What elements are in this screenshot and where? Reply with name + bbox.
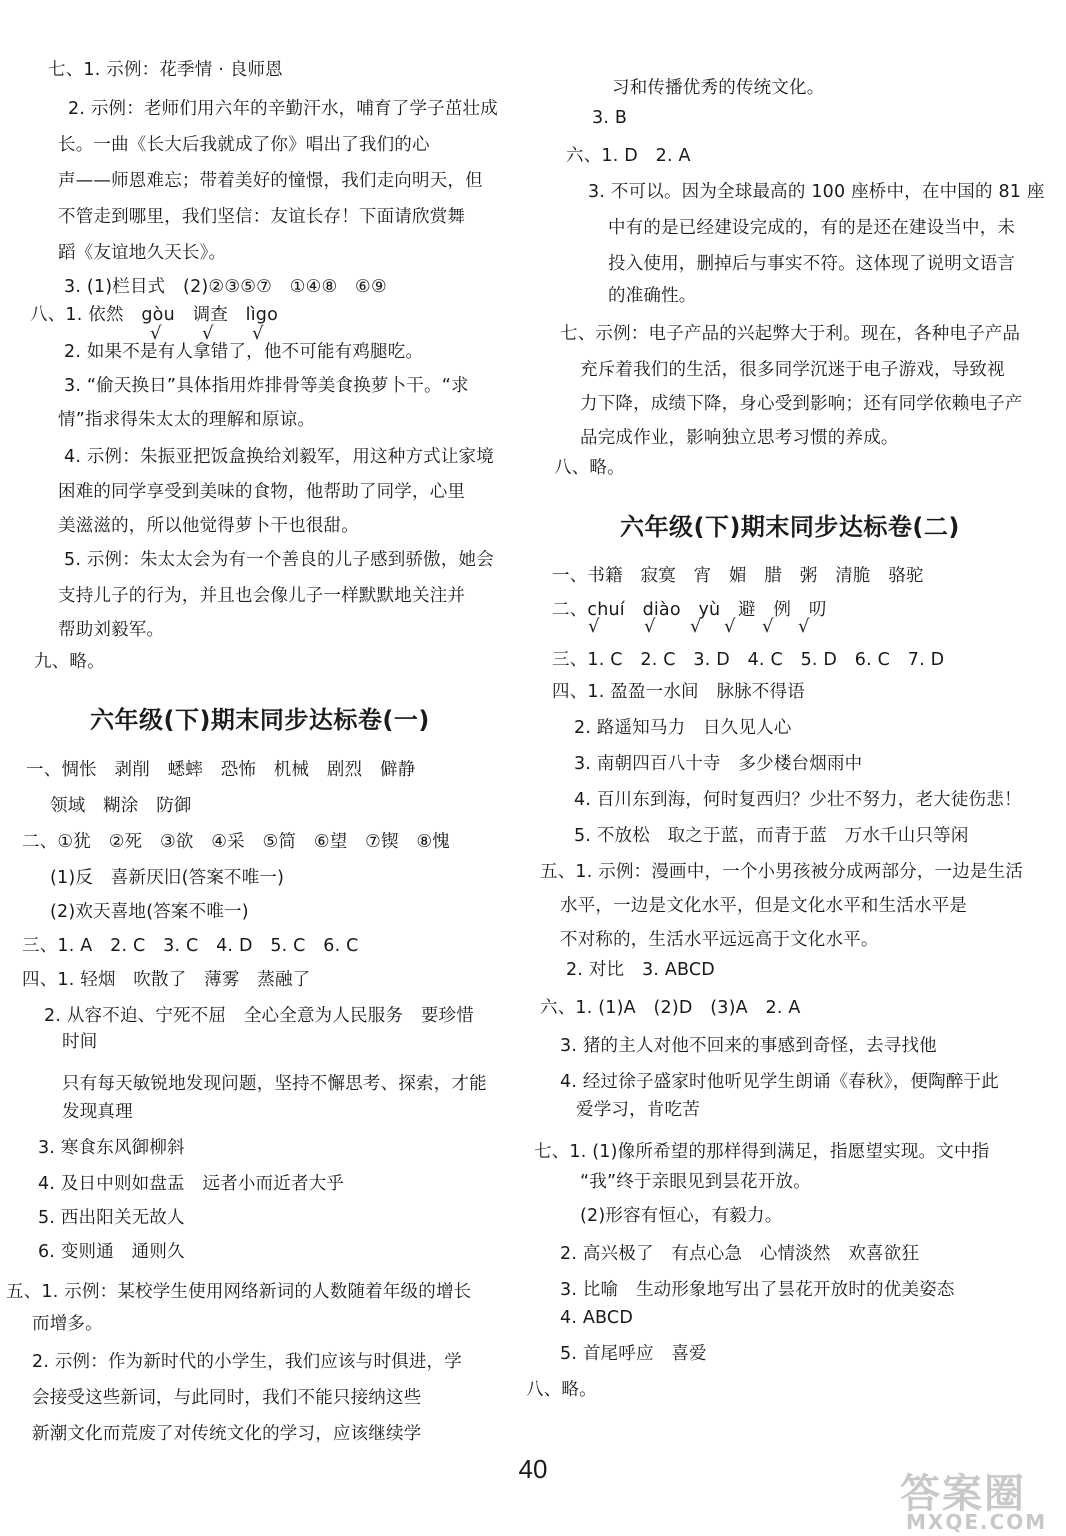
answer-line: 5. 首尾呼应 喜爱 xyxy=(560,1344,707,1364)
answer-line: 八、1. 依然 gòu 调查 lìgo xyxy=(30,305,279,325)
answer-line: 6. 变则通 通则久 xyxy=(38,1242,185,1262)
answer-line: 四、1. 轻烟 吹散了 薄雾 蒸融了 xyxy=(22,970,311,990)
answer-line: 八、略。 xyxy=(526,1380,597,1400)
answer-line: 3. (1)栏目式 (2)②③⑤⑦ ①④⑧ ⑥⑨ xyxy=(64,277,387,297)
answer-line: 4. 百川东到海，何时复西归？少壮不努力，老大徒伤悲！ xyxy=(574,790,1022,810)
answer-line: 一、惆怅 剥削 蟋蟀 恐怖 机械 剧烈 僻静 xyxy=(26,760,416,780)
answer-line: 习和传播优秀的传统文化。 xyxy=(612,78,825,98)
check-mark: √ xyxy=(150,323,162,344)
answer-line: 2. 高兴极了 有点心急 心情淡然 欢喜欲狂 xyxy=(560,1244,920,1264)
answer-line: 八、略。 xyxy=(554,458,625,478)
answer-line: 只有每天敏锐地发现问题，坚持不懈思考、探索，才能 xyxy=(62,1074,487,1094)
answer-line: 5. 示例：朱太太会为有一个善良的儿子感到骄傲，她会 xyxy=(64,550,494,570)
answer-line: 而增多。 xyxy=(32,1314,103,1334)
answer-line: 品完成作业，影响独立思考习惯的养成。 xyxy=(580,428,899,448)
answer-line: (2)欢天喜地(答案不唯一) xyxy=(50,902,249,922)
answer-line: 长。一曲《长大后我就成了你》唱出了我们的心 xyxy=(58,135,430,155)
answer-line: 发现真理 xyxy=(62,1102,133,1122)
answer-line: 七、示例：电子产品的兴起弊大于利。现在，各种电子产品 xyxy=(560,324,1021,344)
section-title: 六年级(下)期末同步达标卷(一) xyxy=(90,706,430,734)
watermark-url: MXQE.COM xyxy=(906,1510,1048,1534)
answer-line: 领域 糊涂 防御 xyxy=(50,796,192,816)
check-mark: √ xyxy=(252,323,264,344)
answer-line: 七、1. (1)像所希望的那样得到满足，指愿望实现。文中指 xyxy=(534,1142,990,1162)
answer-line: 中有的是已经建设完成的，有的是还在建设当中，未 xyxy=(608,218,1016,238)
answer-line: 3. 寒食东风御柳斜 xyxy=(38,1138,185,1158)
answer-line: 蹈《友谊地久天长》。 xyxy=(58,243,227,263)
answer-line: 3. 猪的主人对他不回来的事感到奇怪，去寻找他 xyxy=(560,1036,937,1056)
answer-line: 六、1. (1)A (2)D (3)A 2. A xyxy=(540,998,801,1018)
answer-line: 困难的同学享受到美味的食物，他帮助了同学，心里 xyxy=(58,482,466,502)
answer-line: 5. 不放松 取之于蓝，而青于蓝 万水千山只等闲 xyxy=(574,826,969,846)
answer-line: 3. B xyxy=(592,108,628,128)
answer-line: 2. 路遥知马力 日久见人心 xyxy=(574,718,792,738)
answer-line: 声——师恩难忘；带着美好的憧憬，我们走向明天，但 xyxy=(58,171,483,191)
answer-line: 2. 从容不迫、宁死不屈 全心全意为人民服务 要珍惜 xyxy=(44,1006,474,1026)
answer-line: 4. 经过徐子盛家时他听见学生朗诵《春秋》，便陶醉于此 xyxy=(560,1072,999,1092)
answer-line: 2. 如果不是有人拿错了，他不可能有鸡腿吃。 xyxy=(64,342,424,362)
section-title: 六年级(下)期末同步达标卷(二) xyxy=(620,513,960,541)
answer-line: 4. 及日中则如盘盂 远者小而近者大乎 xyxy=(38,1174,345,1194)
answer-line: 充斥着我们的生活，很多同学沉迷于电子游戏，导致视 xyxy=(580,360,1005,380)
watermark-text: 答案圈 xyxy=(900,1471,1026,1517)
answer-line: 五、1. 示例：漫画中，一个小男孩被分成两部分，一边是生活 xyxy=(540,862,1024,882)
answer-line: 时间 xyxy=(62,1032,98,1052)
check-mark: √ xyxy=(798,616,810,637)
answer-line: 美滋滋的，所以他觉得萝卜干也很甜。 xyxy=(58,516,359,536)
answer-line: 3. 比喻 生动形象地写出了昙花开放时的优美姿态 xyxy=(560,1280,955,1300)
answer-line: 5. 西出阳关无故人 xyxy=(38,1208,185,1228)
answer-line: 水平，一边是文化水平，但是文化水平和生活水平是 xyxy=(560,896,968,916)
check-mark: √ xyxy=(644,616,656,637)
watermark-logo xyxy=(900,1462,1066,1536)
answer-line: 力下降，成绩下降，身心受到影响；还有同学依赖电子产 xyxy=(580,394,1023,414)
check-mark: √ xyxy=(724,616,736,637)
answer-line: 爱学习，肯吃苦 xyxy=(576,1100,700,1120)
answer-line: 投入使用，删掉后与事实不符。这体现了说明文语言 xyxy=(608,254,1016,274)
answer-line: 三、1. A 2. C 3. C 4. D 5. C 6. C xyxy=(22,936,359,956)
answer-line: 的准确性。 xyxy=(608,286,697,306)
answer-line: 一、书籍 寂寞 宵 媚 腊 粥 清脆 骆驼 xyxy=(552,566,924,586)
answer-line: (1)反 喜新厌旧(答案不唯一) xyxy=(50,868,285,888)
answer-line: 3. 南朝四百八十寺 多少楼台烟雨中 xyxy=(574,754,863,774)
answer-line: 4. 示例：朱振亚把饭盒换给刘毅军，用这种方式让家境 xyxy=(64,447,494,467)
answer-line: 情”指求得朱太太的理解和原谅。 xyxy=(58,410,316,430)
check-mark: √ xyxy=(690,616,702,637)
answer-line: 帮助刘毅军。 xyxy=(58,620,165,640)
answer-line: 六、1. D 2. A xyxy=(566,146,691,166)
answer-line: 五、1. 示例：某校学生使用网络新词的人数随着年级的增长 xyxy=(6,1282,472,1302)
answer-line: 4. ABCD xyxy=(560,1308,634,1328)
answer-line: 二、chuí diào yù 避 例 叨 xyxy=(552,600,827,620)
answer-line: 七、1. 示例：花季情 · 良师恩 xyxy=(48,60,283,80)
answer-line: “我”终于亲眼见到昙花开放。 xyxy=(580,1172,811,1192)
answer-line: 三、1. C 2. C 3. D 4. C 5. D 6. C 7. D xyxy=(552,650,945,670)
check-mark: √ xyxy=(588,616,600,637)
check-mark: √ xyxy=(762,616,774,637)
answer-line: 四、1. 盈盈一水间 脉脉不得语 xyxy=(552,682,805,702)
answer-line: (2)形容有恒心，有毅力。 xyxy=(580,1206,783,1226)
answer-line: 支持儿子的行为，并且也会像儿子一样默默地关注并 xyxy=(58,586,466,606)
answer-line: 九、略。 xyxy=(34,652,105,672)
answer-line: 不对称的，生活水平远远高于文化水平。 xyxy=(560,930,879,950)
answer-line: 3. 不可以。因为全球最高的 100 座桥中，在中国的 81 座 xyxy=(588,182,1045,202)
answer-line: 不管走到哪里，我们坚信：友谊长存！下面请欣赏舞 xyxy=(58,207,466,227)
answer-line: 2. 示例：老师们用六年的辛勤汗水，哺育了学子茁壮成 xyxy=(68,99,498,119)
answer-line: 2. 对比 3. ABCD xyxy=(566,960,715,980)
check-mark: √ xyxy=(202,323,214,344)
answer-line: 新潮文化而荒废了对传统文化的学习，应该继续学 xyxy=(32,1424,422,1444)
answer-line: 会接受这些新词，与此同时，我们不能只接纳这些 xyxy=(32,1388,422,1408)
answer-line: 二、①犹 ②死 ③欲 ④采 ⑤简 ⑥望 ⑦锲 ⑧愧 xyxy=(22,832,451,852)
answer-line: 3. “偷天换日”具体指用炸排骨等美食换萝卜干。“求 xyxy=(64,376,469,396)
answer-line: 2. 示例：作为新时代的小学生，我们应该与时俱进，学 xyxy=(32,1352,462,1372)
page-number: 40 xyxy=(518,1454,548,1484)
